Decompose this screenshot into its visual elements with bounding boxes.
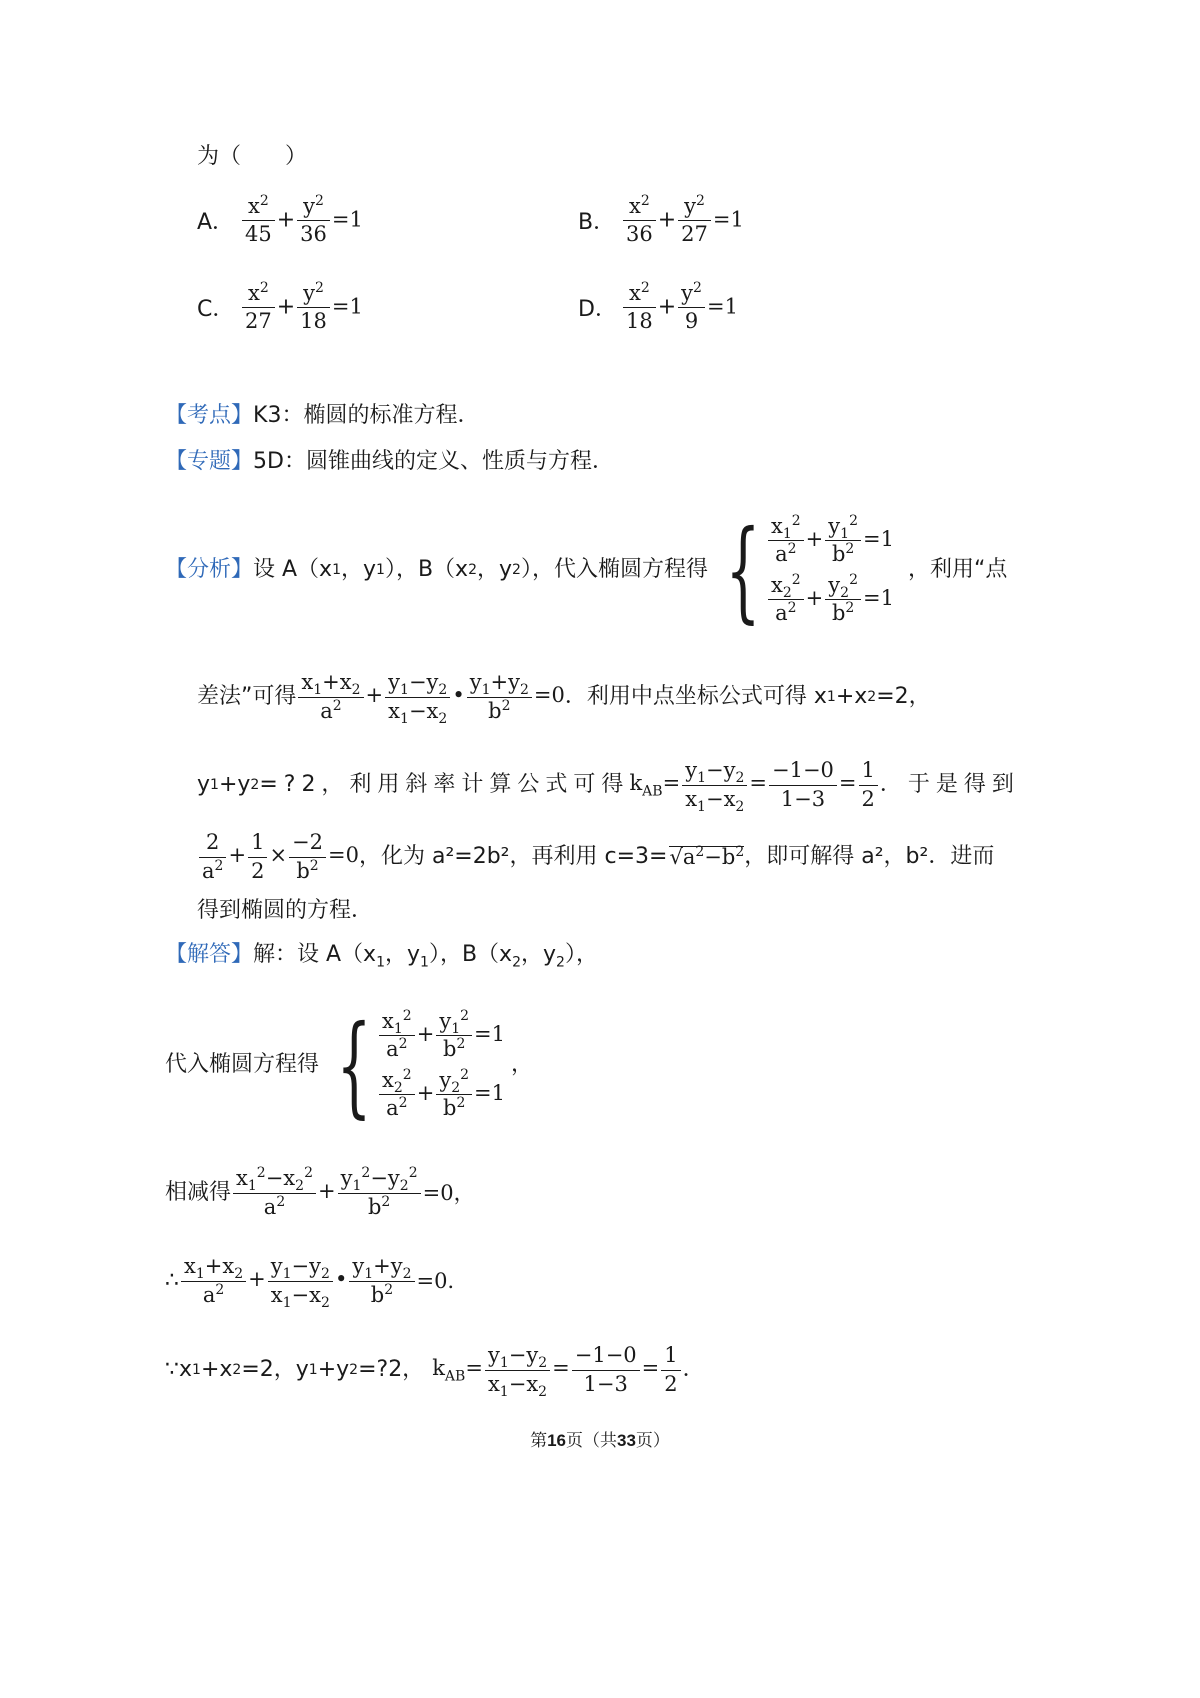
option-label: A． [197,210,235,236]
option-label: D． [578,297,617,323]
jieda-line-1: 【解答】解：设 $A(x_1$，$y_1$），$B(x_2$，$y_2$）， [165,942,598,971]
kaodian-line: 【考点】K3：椭圆的标准方程． [165,403,480,428]
ellipse-system: { $\frac{x_1^2}{a^2}$ + $\frac{y_1^2}{b^2}$ =1 $\frac{x_2^2}{a^2}$ + $\frac{y_2^2}{b^2}$ =1 [725,506,894,634]
ellipse-system-2: { $\frac{x_1^2}{a^2}$ + $\frac{y_1^2}{b^2}$ =1 $\frac{x_2^2}{a^2}$ + $\frac{y_2^2}{b^2}$ =1 [336,1001,505,1129]
page-total: 33 [617,1431,636,1450]
option-c[interactable]: C． $\frac{x^2}{27}$ + $\frac{y^2}{18}$ =1 [197,280,363,334]
fenxi-line-3: y 1 +y 2 =?2，利用斜率计算公式可得 $k_{AB}=$ $\frac{y_1-y_2}{x_1-x_2}$ = $\frac{-1-0}{1-3}$ = $\frac{1}{2}$ ．于是得到 [197,758,1020,815]
page-number: 16 [547,1431,566,1450]
fenxi-tag: 【分析】 [165,557,254,582]
jieda-line-4: ∴ $\frac{x_1+x_2}{a^2}$ + $\frac{y_1-y_2}{x_1-x_2}$ • $\frac{y_1+y_2}{b^2}$ =0． [165,1254,469,1311]
zhuanti-tag: 【专题】 [165,449,254,474]
jieda-tag: 【解答】 [165,942,254,967]
fenxi-line-5: 得到椭圆的方程． [197,898,374,923]
option-b[interactable]: B． $\frac{x^2}{36}$ + $\frac{y^2}{27}$ =1 [578,193,744,247]
option-label: C． [197,297,235,323]
jieda-line-5: ∵x 1 +x 2 =2，y 1 +y 2 =?2， $k_{AB}=$ $\frac{y_1-y_2}{x_1-x_2}$ = $\frac{-1-0}{1-3}$ = $\frac{1}{2}$ ． [165,1343,705,1400]
fenxi-line-2: 差法”可得 $\frac{x_1+x_2}{a^2}$ + $\frac{y_1-y_2}{x_1-x_2}$ • $\frac{y_1+y_2}{b^2}$ =0 ．利用中点坐标公式可得 x 1 +x 2 =2， [197,670,931,727]
fenxi-line-1: 【分析】 设 A（x 1 ，y 1 ），B（x 2 ，y 2 ），代入椭圆方程得 { $\frac{x_1^2}{a^2}$ + $\frac{y_1^2}{b^2}$ =1 $\frac{x_2^2}{a^2}$ + $\frac{y_2^2}{b^2}$ =1 ，利用“点 [165,506,1008,634]
option-label: B． [578,210,616,236]
fenxi-line-4: $\frac{2}{a^2}$ + $\frac{1}{2}$ × $\frac{-2}{b^2}$ =0 ，化为 a²=2b²，再利用 c=3= $√a^2-b^2$ ，即可解得 a²，b²．进而 [197,822,994,892]
page-footer: 第16页（共33页） [530,1431,670,1451]
zhuanti-line: 【专题】5D：圆锥曲线的定义、性质与方程． [165,449,614,474]
kaodian-tag: 【考点】 [165,403,254,428]
option-d[interactable]: D． $\frac{x^2}{18}$ + $\frac{y^2}{9}$ =1 [578,280,738,334]
question-tail: 为（ ） [197,144,308,169]
option-a[interactable]: A． $\frac{x^2}{45}$ + $\frac{y^2}{36}$ =1 [197,193,363,247]
jieda-line-3: 相减得 $\frac{x_1^2-x_2^2}{a^2}$ + $\frac{y_1^2-y_2^2}{b^2}$ =0， [165,1165,475,1219]
jieda-line-2: 代入椭圆方程得 { $\frac{x_1^2}{a^2}$ + $\frac{y_1^2}{b^2}$ =1 $\frac{x_2^2}{a^2}$ + $\frac{y_2^2}{b^2}$ =1 ， [165,1001,534,1129]
